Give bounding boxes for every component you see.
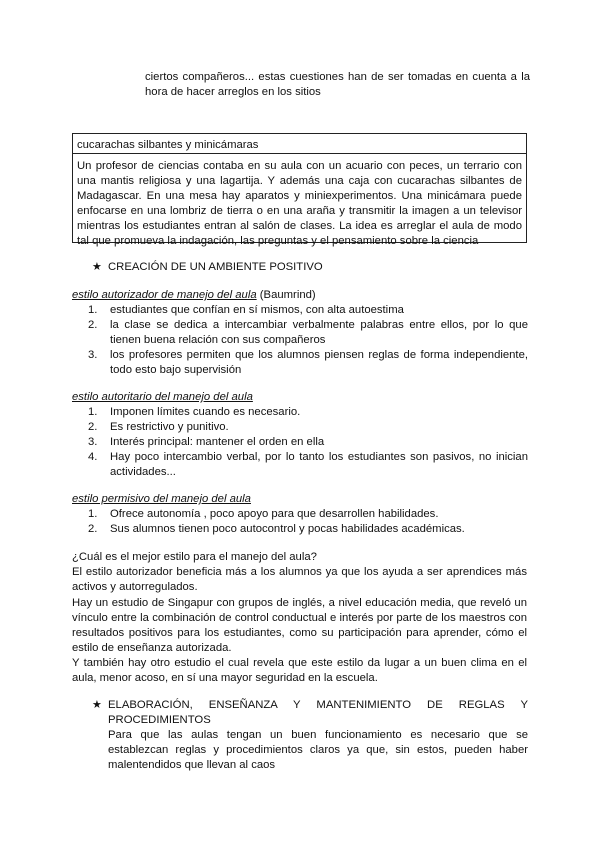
item-text: los profesores permiten que los alumnos piensen reglas de forma independiente, todo esto bajo supervisión xyxy=(110,349,528,376)
answer-paragraph-2: Hay un estudio de Singapur con grupos de inglés, a nivel educación media, que reveló un vínculo entre la combinación de control conductual e interés por parte de los maestros con resultados positivos para los estudiantes, como su participación para aprender, cómo el estilo de enseñanza autorizada. xyxy=(72,597,527,654)
list-item xyxy=(88,405,528,420)
item-number: 2. xyxy=(88,319,98,331)
box-title: cucarachas silbantes y minicámaras xyxy=(73,134,526,154)
item-number: 1. xyxy=(88,508,98,520)
sidebar-box xyxy=(72,133,527,247)
star-bullet-icon: ★ xyxy=(92,699,102,711)
answer-paragraph-3: Y también hay otro estudio el cual revela que este estilo da lugar a un buen clima en el aula, menor acoso, en sí una mayor seguridad en la escuela. xyxy=(72,657,527,684)
star-bullet-icon: ★ xyxy=(92,261,102,273)
item-number: 3. xyxy=(88,436,98,448)
autorizador-title-suffix: (Baumrind) xyxy=(256,289,316,301)
list-item xyxy=(88,435,528,450)
item-number: 2. xyxy=(88,421,98,433)
item-text: la clase se dedica a intercambiar verbalmente palabras entre ellos, por lo que tienen buena relación con sus compañeros xyxy=(110,319,528,346)
item-text: Interés principal: mantener el orden en ella xyxy=(110,436,325,448)
item-number: 1. xyxy=(88,304,98,316)
answer-paragraph-1: El estilo autorizador beneficia más a los alumnos ya que los ayuda a ser aprendices más activos y autorregulados. xyxy=(72,566,527,593)
list-item xyxy=(88,318,528,348)
permisivo-title-text: estilo permisivo del manejo del aula xyxy=(72,493,251,505)
list-item xyxy=(88,420,528,435)
box-body: Un profesor de ciencias contaba en su aula con un acuario con peces, un terrario con una mantis religiosa y una lagartija. Y además una caja con cucarachas silbantes de Madagascar. En una mesa hay aparatos y miniexperimentos. Una minicámara puede enfocarse en una lombriz de tierra o en una araña y transmitir la imagen a un televisor mientras los estudiantes entran al salón de clases. La idea es arreglar el aula de modo tal que promueva la indagación, las preguntas y el pensamiento sobre la ciencia xyxy=(77,160,522,247)
autorizador-title xyxy=(72,288,316,303)
autoritario-list xyxy=(88,405,528,480)
item-text: Imponen límites cuando es necesario. xyxy=(110,406,301,418)
autoritario-title-text: estilo autoritario del manejo del aula xyxy=(72,391,253,403)
item-number: 2. xyxy=(88,523,98,535)
item-text: estudiantes que confían en sí mismos, con alta autoestima xyxy=(110,304,404,316)
autorizador-list xyxy=(88,303,528,378)
autoritario-title xyxy=(72,390,253,405)
list-item xyxy=(88,507,528,522)
autorizador-title-text: estilo autorizador de manejo del aula xyxy=(72,289,257,301)
permisivo-list xyxy=(88,507,528,537)
item-number: 3. xyxy=(88,349,98,361)
list-item xyxy=(88,348,528,378)
list-item xyxy=(88,450,528,480)
item-text: Es restrictivo y punitivo. xyxy=(110,421,229,433)
list-item xyxy=(88,303,528,318)
intro-paragraph: ciertos compañeros... estas cuestiones han de ser tomadas en cuenta a la hora de hacer arreglos en los sitios xyxy=(145,71,530,98)
permisivo-title xyxy=(72,492,251,507)
section-heading-ambiente: CREACIÓN DE UN AMBIENTE POSITIVO xyxy=(108,261,323,273)
list-item xyxy=(88,522,528,537)
question-heading: ¿Cuál es el mejor estilo para el manejo del aula? xyxy=(72,551,317,563)
item-number: 1. xyxy=(88,406,98,418)
item-text: Ofrece autonomía , poco apoyo para que desarrollen habilidades. xyxy=(110,508,439,520)
section-body-reglas: Para que las aulas tengan un buen funcionamiento es necesario que se establezcan reglas y procedimientos claros ya que, sin estos, pueden haber malentendidos que llevan al caos xyxy=(108,729,528,771)
item-text: Sus alumnos tienen poco autocontrol y pocas habilidades académicas. xyxy=(110,523,465,535)
section-heading-reglas: ELABORACIÓN, ENSEÑANZA Y MANTENIMIENTO DE REGLAS Y PROCEDIMIENTOS xyxy=(108,699,528,726)
item-text: Hay poco intercambio verbal, por lo tanto los estudiantes son pasivos, no inician actividades... xyxy=(110,451,528,478)
item-number: 4. xyxy=(88,451,98,463)
